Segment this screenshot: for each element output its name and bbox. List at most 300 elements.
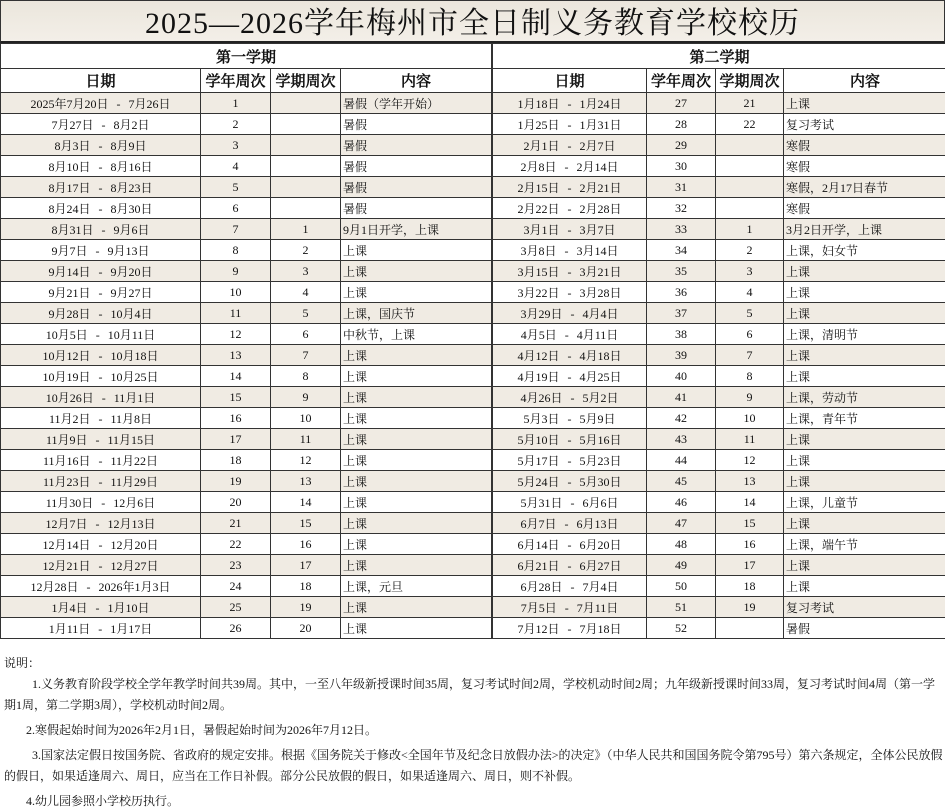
year-week-cell: 14 bbox=[201, 366, 271, 387]
date-separator: - bbox=[95, 327, 100, 342]
date-range-cell bbox=[493, 156, 647, 177]
date-separator: - bbox=[98, 558, 103, 573]
date-end: 3月14日 bbox=[576, 243, 619, 258]
date-range-cell bbox=[1, 177, 201, 198]
table-row bbox=[1, 534, 492, 555]
table-row bbox=[1, 177, 492, 198]
date-separator: - bbox=[98, 474, 103, 489]
year-week-cell: 13 bbox=[201, 345, 271, 366]
term-week-cell: 12 bbox=[271, 450, 341, 471]
date-separator: - bbox=[570, 390, 575, 405]
col-term-week: 学期周次 bbox=[271, 69, 341, 93]
table-row bbox=[493, 261, 945, 282]
term-week-cell: 18 bbox=[271, 576, 341, 597]
date-end: 10月11日 bbox=[107, 327, 156, 342]
content-cell: 9月1日开学，上课 bbox=[341, 219, 492, 240]
date-start: 8月17日 bbox=[48, 180, 91, 195]
date-separator: - bbox=[98, 180, 103, 195]
content-cell: 上课 bbox=[341, 555, 492, 576]
col-year-week: 学年周次 bbox=[647, 69, 716, 93]
date-start: 5月3日 bbox=[523, 411, 560, 426]
date-separator: - bbox=[95, 516, 100, 531]
date-range-cell bbox=[493, 450, 647, 471]
table-row bbox=[1, 282, 492, 303]
table-row bbox=[493, 177, 945, 198]
term-week-cell: 14 bbox=[716, 492, 784, 513]
year-week-cell: 10 bbox=[201, 282, 271, 303]
year-week-cell: 7 bbox=[201, 219, 271, 240]
year-week-cell: 6 bbox=[201, 198, 271, 219]
term-week-cell bbox=[716, 177, 784, 198]
date-separator: - bbox=[570, 306, 575, 321]
date-start: 1月18日 bbox=[517, 96, 560, 111]
date-separator: - bbox=[98, 285, 103, 300]
year-week-cell: 35 bbox=[647, 261, 716, 282]
term-week-cell: 13 bbox=[716, 471, 784, 492]
table-row bbox=[1, 198, 492, 219]
date-separator: - bbox=[86, 579, 91, 594]
year-week-cell: 5 bbox=[201, 177, 271, 198]
table-row bbox=[493, 513, 945, 534]
term-week-cell bbox=[271, 156, 341, 177]
table-row bbox=[1, 156, 492, 177]
content-cell: 暑假 bbox=[341, 198, 492, 219]
year-week-cell: 42 bbox=[647, 408, 716, 429]
content-cell: 上课，儿童节 bbox=[784, 492, 945, 513]
content-cell: 上课 bbox=[341, 534, 492, 555]
date-separator: - bbox=[564, 327, 569, 342]
date-end: 5月9日 bbox=[579, 411, 616, 426]
date-range-cell bbox=[1, 597, 201, 618]
date-end: 12月20日 bbox=[110, 537, 159, 552]
date-end: 2月7日 bbox=[579, 138, 616, 153]
year-week-cell: 51 bbox=[647, 597, 716, 618]
date-separator: - bbox=[101, 495, 106, 510]
date-range-cell bbox=[493, 366, 647, 387]
term-week-cell bbox=[716, 135, 784, 156]
content-cell: 暑假（学年开始） bbox=[341, 93, 492, 114]
table-row bbox=[493, 240, 945, 261]
date-start: 9月14日 bbox=[48, 264, 91, 279]
date-start: 1月25日 bbox=[517, 117, 560, 132]
content-cell: 上课 bbox=[341, 261, 492, 282]
term-week-cell: 6 bbox=[271, 324, 341, 345]
year-week-cell: 32 bbox=[647, 198, 716, 219]
date-separator: - bbox=[567, 180, 572, 195]
term-week-cell: 22 bbox=[716, 114, 784, 135]
year-week-cell: 29 bbox=[647, 135, 716, 156]
date-end: 10月4日 bbox=[110, 306, 153, 321]
year-week-cell: 50 bbox=[647, 576, 716, 597]
date-separator: - bbox=[98, 411, 103, 426]
table-row bbox=[1, 597, 492, 618]
col-date: 日期 bbox=[1, 69, 201, 93]
content-cell: 上课 bbox=[784, 93, 945, 114]
table-row bbox=[493, 492, 945, 513]
table-row bbox=[493, 198, 945, 219]
date-range-cell bbox=[493, 282, 647, 303]
date-separator: - bbox=[564, 243, 569, 258]
table-row bbox=[493, 303, 945, 324]
table-row bbox=[1, 303, 492, 324]
content-cell: 上课 bbox=[784, 555, 945, 576]
date-start: 10月26日 bbox=[45, 390, 94, 405]
date-range-cell bbox=[493, 513, 647, 534]
year-week-cell: 25 bbox=[201, 597, 271, 618]
date-start: 1月4日 bbox=[51, 600, 88, 615]
date-end: 1月17日 bbox=[110, 621, 153, 636]
date-start: 9月28日 bbox=[48, 306, 91, 321]
table-row bbox=[1, 387, 492, 408]
note-item: 2.寒假起始时间为2026年2月1日，暑假起始时间为2026年7月12日。 bbox=[26, 723, 378, 737]
content-cell: 上课 bbox=[784, 282, 945, 303]
date-start: 3月22日 bbox=[517, 285, 560, 300]
date-start: 5月31日 bbox=[520, 495, 563, 510]
col-content: 内容 bbox=[341, 69, 492, 93]
term-week-cell: 1 bbox=[716, 219, 784, 240]
year-week-cell: 1 bbox=[201, 93, 271, 114]
date-start: 8月31日 bbox=[51, 222, 94, 237]
content-cell: 寒假 bbox=[784, 156, 945, 177]
term2-heading: 第二学期 bbox=[493, 44, 945, 69]
term-week-cell: 6 bbox=[716, 324, 784, 345]
date-separator: - bbox=[567, 474, 572, 489]
table-row bbox=[1, 513, 492, 534]
content-cell: 上课 bbox=[784, 471, 945, 492]
date-separator: - bbox=[567, 201, 572, 216]
table-row bbox=[493, 471, 945, 492]
content-cell: 暑假 bbox=[341, 135, 492, 156]
content-cell: 暑假 bbox=[341, 156, 492, 177]
date-range-cell bbox=[493, 93, 647, 114]
date-start: 9月7日 bbox=[51, 243, 88, 258]
term-week-cell: 5 bbox=[271, 303, 341, 324]
date-start: 1月11日 bbox=[48, 621, 91, 636]
date-range-cell bbox=[493, 429, 647, 450]
table-row bbox=[1, 135, 492, 156]
term-week-cell bbox=[271, 114, 341, 135]
date-separator: - bbox=[98, 537, 103, 552]
date-start: 8月24日 bbox=[48, 201, 91, 216]
date-end: 11月22日 bbox=[110, 453, 159, 468]
term-week-cell: 5 bbox=[716, 303, 784, 324]
date-end: 6月13日 bbox=[576, 516, 619, 531]
date-separator: - bbox=[98, 621, 103, 636]
table-row bbox=[493, 555, 945, 576]
term-week-cell: 16 bbox=[271, 534, 341, 555]
date-end: 7月18日 bbox=[579, 621, 622, 636]
date-range-cell bbox=[493, 555, 647, 576]
content-cell: 上课 bbox=[341, 513, 492, 534]
date-end: 1月10日 bbox=[107, 600, 150, 615]
date-end: 6月27日 bbox=[579, 558, 622, 573]
table-row bbox=[493, 93, 945, 114]
date-separator: - bbox=[98, 159, 103, 174]
table-row bbox=[493, 534, 945, 555]
table-row bbox=[493, 408, 945, 429]
table-row bbox=[493, 324, 945, 345]
year-week-cell: 19 bbox=[201, 471, 271, 492]
year-week-cell: 41 bbox=[647, 387, 716, 408]
calendar-tables bbox=[0, 43, 945, 639]
table-row bbox=[493, 387, 945, 408]
col-year-week: 学年周次 bbox=[201, 69, 271, 93]
date-end: 8月16日 bbox=[110, 159, 153, 174]
table-row bbox=[493, 219, 945, 240]
term-week-cell: 11 bbox=[271, 429, 341, 450]
year-week-cell: 28 bbox=[647, 114, 716, 135]
date-separator: - bbox=[567, 621, 572, 636]
content-cell: 寒假 bbox=[784, 135, 945, 156]
date-start: 10月19日 bbox=[42, 369, 91, 384]
date-range-cell bbox=[493, 240, 647, 261]
term-week-cell: 4 bbox=[271, 282, 341, 303]
table-row bbox=[493, 282, 945, 303]
date-end: 7月11日 bbox=[576, 600, 619, 615]
date-end: 6月20日 bbox=[579, 537, 622, 552]
date-start: 2025年7月20日 bbox=[30, 96, 109, 111]
year-week-cell: 48 bbox=[647, 534, 716, 555]
date-start: 11月30日 bbox=[45, 495, 94, 510]
year-week-cell: 49 bbox=[647, 555, 716, 576]
date-range-cell bbox=[1, 219, 201, 240]
year-week-cell: 3 bbox=[201, 135, 271, 156]
term-week-cell: 11 bbox=[716, 429, 784, 450]
date-start: 6月14日 bbox=[517, 537, 560, 552]
year-week-cell: 9 bbox=[201, 261, 271, 282]
year-week-cell: 22 bbox=[201, 534, 271, 555]
year-week-cell: 18 bbox=[201, 450, 271, 471]
date-start: 8月10日 bbox=[48, 159, 91, 174]
content-cell: 上课，妇女节 bbox=[784, 240, 945, 261]
content-cell: 上课，青年节 bbox=[784, 408, 945, 429]
date-end: 5月2日 bbox=[582, 390, 619, 405]
table-row bbox=[1, 261, 492, 282]
table-row bbox=[493, 429, 945, 450]
content-cell: 上课 bbox=[784, 429, 945, 450]
date-range-cell bbox=[1, 513, 201, 534]
date-start: 6月7日 bbox=[520, 516, 557, 531]
date-end: 2月14日 bbox=[576, 159, 619, 174]
date-range-cell bbox=[493, 618, 647, 639]
date-end: 11月1日 bbox=[113, 390, 156, 405]
col-content: 内容 bbox=[784, 69, 945, 93]
date-start: 12月7日 bbox=[45, 516, 88, 531]
content-cell: 上课 bbox=[341, 282, 492, 303]
term-week-cell: 3 bbox=[271, 261, 341, 282]
date-end: 8月30日 bbox=[110, 201, 153, 216]
date-end: 2026年1月3日 bbox=[98, 579, 171, 594]
date-range-cell bbox=[1, 492, 201, 513]
date-start: 7月5日 bbox=[520, 600, 557, 615]
date-separator: - bbox=[564, 159, 569, 174]
date-separator: - bbox=[567, 432, 572, 447]
term-week-cell: 2 bbox=[271, 240, 341, 261]
date-end: 11月15日 bbox=[107, 432, 156, 447]
date-range-cell bbox=[493, 492, 647, 513]
date-end: 5月16日 bbox=[579, 432, 622, 447]
date-separator: - bbox=[98, 453, 103, 468]
date-separator: - bbox=[101, 222, 106, 237]
content-cell: 上课 bbox=[784, 450, 945, 471]
date-end: 7月26日 bbox=[128, 96, 171, 111]
date-start: 12月21日 bbox=[42, 558, 91, 573]
date-separator: - bbox=[95, 432, 100, 447]
content-cell: 上课 bbox=[341, 618, 492, 639]
date-range-cell bbox=[493, 597, 647, 618]
content-cell: 暑假 bbox=[341, 114, 492, 135]
content-cell: 上课，国庆节 bbox=[341, 303, 492, 324]
date-range-cell bbox=[493, 324, 647, 345]
content-cell: 上课 bbox=[341, 345, 492, 366]
year-week-cell: 26 bbox=[201, 618, 271, 639]
content-cell: 上课 bbox=[784, 576, 945, 597]
year-week-cell: 36 bbox=[647, 282, 716, 303]
term-week-cell bbox=[271, 93, 341, 114]
content-cell: 复习考试 bbox=[784, 597, 945, 618]
date-range-cell bbox=[1, 156, 201, 177]
content-cell: 上课 bbox=[784, 345, 945, 366]
year-week-cell: 16 bbox=[201, 408, 271, 429]
content-cell: 复习考试 bbox=[784, 114, 945, 135]
date-start: 4月19日 bbox=[517, 369, 560, 384]
term-week-cell: 7 bbox=[271, 345, 341, 366]
date-end: 4月4日 bbox=[582, 306, 619, 321]
content-cell: 3月2日开学，上课 bbox=[784, 219, 945, 240]
term-week-cell bbox=[271, 177, 341, 198]
date-start: 11月2日 bbox=[48, 411, 91, 426]
year-week-cell: 40 bbox=[647, 366, 716, 387]
year-week-cell: 20 bbox=[201, 492, 271, 513]
date-separator: - bbox=[564, 516, 569, 531]
date-end: 5月23日 bbox=[579, 453, 622, 468]
content-cell: 上课 bbox=[784, 303, 945, 324]
date-separator: - bbox=[101, 117, 106, 132]
year-week-cell: 33 bbox=[647, 219, 716, 240]
content-cell: 寒假，2月17日春节 bbox=[784, 177, 945, 198]
term-week-cell bbox=[271, 198, 341, 219]
content-cell: 暑假 bbox=[784, 618, 945, 639]
date-start: 4月12日 bbox=[517, 348, 560, 363]
content-cell: 寒假 bbox=[784, 198, 945, 219]
term-week-cell: 15 bbox=[716, 513, 784, 534]
year-week-cell: 45 bbox=[647, 471, 716, 492]
term-week-cell: 3 bbox=[716, 261, 784, 282]
date-start: 8月3日 bbox=[54, 138, 91, 153]
date-end: 2月21日 bbox=[579, 180, 622, 195]
date-separator: - bbox=[567, 117, 572, 132]
date-start: 4月26日 bbox=[520, 390, 563, 405]
date-separator: - bbox=[567, 453, 572, 468]
date-range-cell bbox=[1, 303, 201, 324]
date-separator: - bbox=[95, 243, 100, 258]
date-end: 5月30日 bbox=[579, 474, 622, 489]
date-start: 6月28日 bbox=[520, 579, 563, 594]
date-end: 3月7日 bbox=[579, 222, 616, 237]
date-end: 9月13日 bbox=[107, 243, 150, 258]
table-row bbox=[493, 597, 945, 618]
term-week-cell: 10 bbox=[271, 408, 341, 429]
date-range-cell bbox=[493, 219, 647, 240]
date-end: 8月9日 bbox=[110, 138, 147, 153]
content-cell: 上课 bbox=[341, 240, 492, 261]
term-week-cell: 8 bbox=[271, 366, 341, 387]
date-end: 6月6日 bbox=[582, 495, 619, 510]
content-cell: 上课 bbox=[341, 429, 492, 450]
year-week-cell: 46 bbox=[647, 492, 716, 513]
date-range-cell bbox=[1, 324, 201, 345]
date-start: 11月23日 bbox=[42, 474, 91, 489]
date-end: 9月20日 bbox=[110, 264, 153, 279]
date-range-cell bbox=[493, 345, 647, 366]
term-week-cell: 12 bbox=[716, 450, 784, 471]
table-row bbox=[1, 555, 492, 576]
date-separator: - bbox=[95, 600, 100, 615]
term-week-cell bbox=[716, 618, 784, 639]
date-end: 9月27日 bbox=[110, 285, 153, 300]
date-range-cell bbox=[493, 576, 647, 597]
term-week-cell: 15 bbox=[271, 513, 341, 534]
date-start: 5月24日 bbox=[517, 474, 560, 489]
date-range-cell bbox=[1, 387, 201, 408]
date-separator: - bbox=[567, 537, 572, 552]
date-start: 10月5日 bbox=[45, 327, 88, 342]
date-start: 2月22日 bbox=[517, 201, 560, 216]
date-separator: - bbox=[98, 306, 103, 321]
date-range-cell bbox=[1, 471, 201, 492]
date-end: 12月27日 bbox=[110, 558, 159, 573]
year-week-cell: 21 bbox=[201, 513, 271, 534]
content-cell: 上课，端午节 bbox=[784, 534, 945, 555]
year-week-cell: 38 bbox=[647, 324, 716, 345]
date-range-cell bbox=[1, 408, 201, 429]
table-row bbox=[1, 618, 492, 639]
date-range-cell bbox=[493, 177, 647, 198]
date-start: 5月10日 bbox=[517, 432, 560, 447]
date-end: 4月11日 bbox=[576, 327, 619, 342]
term-week-cell: 1 bbox=[271, 219, 341, 240]
date-range-cell bbox=[493, 471, 647, 492]
date-separator: - bbox=[98, 264, 103, 279]
date-separator: - bbox=[98, 348, 103, 363]
date-end: 11月8日 bbox=[110, 411, 153, 426]
date-range-cell bbox=[1, 345, 201, 366]
table-row bbox=[493, 156, 945, 177]
col-date: 日期 bbox=[493, 69, 647, 93]
content-cell: 上课，清明节 bbox=[784, 324, 945, 345]
date-separator: - bbox=[567, 138, 572, 153]
year-week-cell: 8 bbox=[201, 240, 271, 261]
col-term-week: 学期周次 bbox=[716, 69, 784, 93]
table-row bbox=[1, 429, 492, 450]
term-week-cell: 10 bbox=[716, 408, 784, 429]
date-range-cell bbox=[493, 408, 647, 429]
content-cell: 中秋节，上课 bbox=[341, 324, 492, 345]
table-row bbox=[1, 366, 492, 387]
term-week-cell: 14 bbox=[271, 492, 341, 513]
date-start: 3月15日 bbox=[517, 264, 560, 279]
term-week-cell: 20 bbox=[271, 618, 341, 639]
content-cell: 上课 bbox=[341, 387, 492, 408]
date-separator: - bbox=[567, 264, 572, 279]
table-row bbox=[1, 114, 492, 135]
table-row bbox=[493, 366, 945, 387]
year-week-cell: 34 bbox=[647, 240, 716, 261]
date-start: 2月8日 bbox=[520, 159, 557, 174]
content-cell: 上课 bbox=[784, 513, 945, 534]
notes-heading: 说明： bbox=[4, 656, 41, 670]
year-week-cell: 44 bbox=[647, 450, 716, 471]
